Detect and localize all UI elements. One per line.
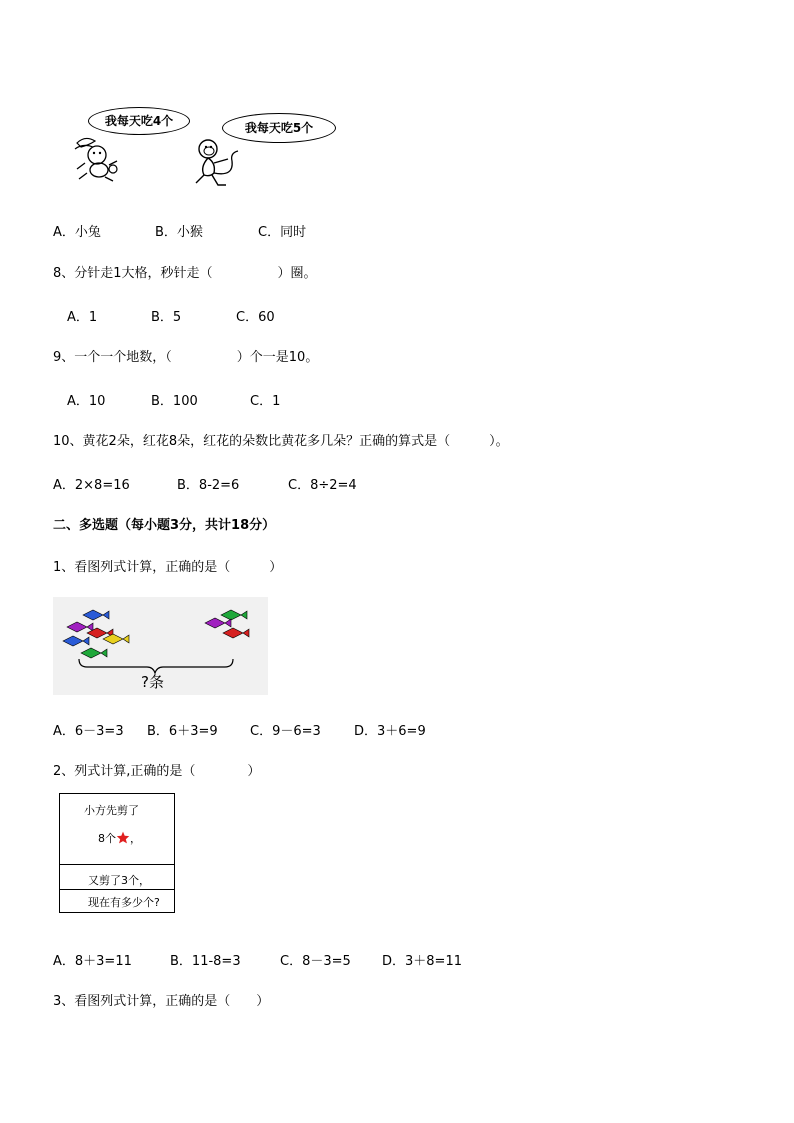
q8-option-a[interactable]: A．1	[67, 310, 98, 325]
m1-fish-figure	[53, 597, 268, 695]
m2-figure-line2-wrap	[98, 830, 141, 846]
m2-figure-box	[59, 793, 175, 913]
m2-figure-line3: ，	[130, 832, 141, 845]
q7-figure	[60, 105, 350, 190]
m2-figure-line1: 小方先剪了	[84, 804, 139, 817]
monkey-icon	[188, 137, 246, 187]
m2-question: 2、列式计算,正确的是（ ）	[53, 764, 261, 779]
m2-option-a[interactable]: A．8＋3=11	[53, 954, 132, 969]
m2-option-b[interactable]: B．11-8=3	[170, 954, 241, 969]
q10-option-c[interactable]: C．8÷2=4	[288, 478, 357, 493]
m2-option-c[interactable]: C．8－3=5	[280, 954, 351, 969]
q8-option-c[interactable]: C．60	[236, 310, 275, 325]
m1-option-a[interactable]: A．6－3=3	[53, 724, 124, 739]
m1-option-b[interactable]: B．6＋3=9	[147, 724, 218, 739]
q7-option-a[interactable]: A．小兔	[53, 225, 101, 240]
q9-option-c[interactable]: C．1	[250, 394, 281, 409]
m2-option-d[interactable]: D．3＋8=11	[382, 954, 462, 969]
q9-question: 9、一个一个地数，（ ）个一是10。	[53, 350, 319, 365]
q8-question: 8、分针走1大格，秒针走（ ）圈。	[53, 266, 317, 281]
section2-heading: 二、多选题（每小题3分，共计18分）	[53, 518, 276, 533]
q7-option-c[interactable]: C．同时	[258, 225, 307, 240]
rabbit-speech-bubble	[88, 107, 190, 135]
fish-right-group	[205, 610, 249, 638]
m2-figure-divider-2	[60, 889, 174, 890]
m1-option-c[interactable]: C．9－6=3	[250, 724, 321, 739]
m2-figure-line4: 又剪了3个，	[88, 874, 150, 887]
red-star-icon	[116, 831, 130, 844]
m1-option-d[interactable]: D．3＋6=9	[354, 724, 426, 739]
rabbit-speech-text: 我每天吃4个	[104, 114, 174, 128]
q10-option-b[interactable]: B．8-2=6	[177, 478, 240, 493]
q10-option-a[interactable]: A．2×8=16	[53, 478, 130, 493]
rabbit-icon	[65, 133, 125, 183]
q9-option-a[interactable]: A．10	[67, 394, 106, 409]
fish-left-group	[63, 610, 129, 658]
m2-figure-line5: 现在有多少个?	[88, 896, 160, 909]
monkey-speech-text: 我每天吃5个	[244, 121, 314, 135]
m1-question: 1、看图列式计算，正确的是（ ）	[53, 560, 283, 575]
m2-figure-line2: 8个	[98, 832, 116, 845]
q8-option-b[interactable]: B．5	[151, 310, 182, 325]
q7-option-b[interactable]: B．小猴	[155, 225, 203, 240]
m2-figure-divider-1	[60, 864, 174, 865]
q10-question: 10、黄花2朵，红花8朵，红花的朵数比黄花多几朵？正确的算式是（ ）。	[53, 434, 509, 449]
m3-question: 3、看图列式计算，正确的是（ ）	[53, 994, 270, 1009]
q9-option-b[interactable]: B．100	[151, 394, 198, 409]
m1-figure-label: ?条	[141, 673, 164, 691]
